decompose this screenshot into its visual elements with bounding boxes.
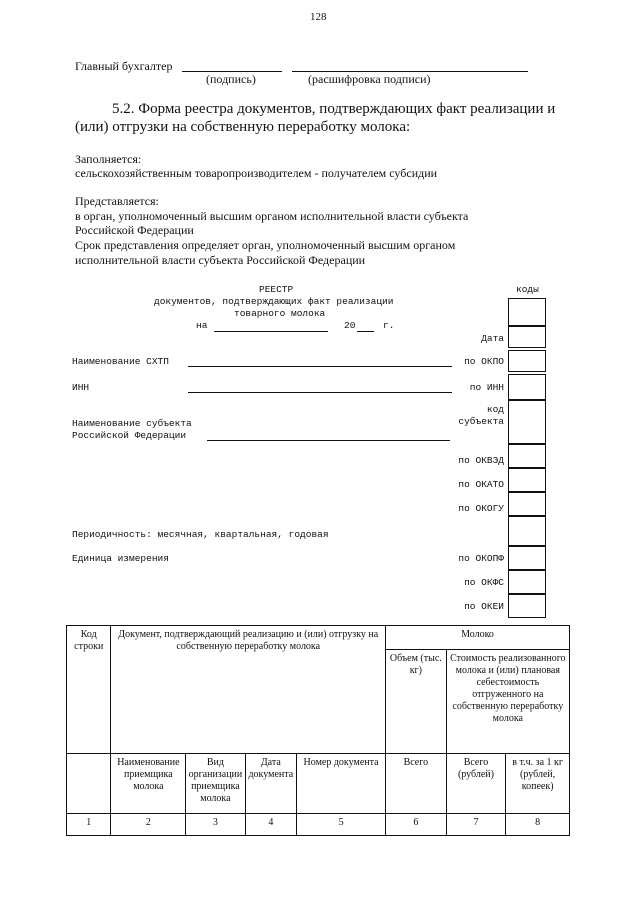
code-box-inn[interactable] [508, 374, 546, 400]
register-table [66, 625, 570, 836]
code-box-okei[interactable] [508, 594, 546, 618]
inn-label: ИНН [72, 382, 90, 393]
okpo-label: по ОКПО [464, 356, 504, 367]
subject-label-line1: Наименование субъекта [72, 418, 192, 429]
okato-label: по ОКАТО [458, 479, 504, 490]
okopf-label: по ОКОПФ [458, 553, 504, 564]
column-number: 2 [111, 814, 186, 836]
page-number: 128 [310, 11, 327, 23]
column-number: 6 [386, 814, 447, 836]
name-field-line[interactable] [188, 366, 452, 367]
inn-field-line[interactable] [188, 392, 452, 393]
header-cost: Стоимость реализованного молока и (или) плановая себестоимость отгруженного на собственную переработку молока [446, 650, 569, 754]
filled-text: сельскохозяйственным товаропроизводителем - получателем субсидии [75, 166, 438, 180]
form-title: РЕЕСТР [259, 284, 294, 295]
subheader-total-rub: Всего (рублей) [446, 754, 506, 814]
column-number: 8 [506, 814, 570, 836]
header-document: Документ, подтверждающий реализацию и (или) отгрузку на собственную переработку молока [111, 626, 386, 754]
codes-header: коды [516, 284, 539, 295]
subject-label-line2: Российской Федерации [72, 430, 187, 441]
date-label: Дата [481, 333, 504, 344]
submitted-line3: Срок представления определяет орган, уполномоченный высшим органом [75, 238, 456, 252]
date-year: 20 [344, 320, 356, 331]
date-prefix: на [196, 320, 208, 331]
submitted-label: Представляется: [75, 194, 159, 208]
code-box-okogu[interactable] [508, 492, 546, 516]
date-field-line[interactable] [214, 331, 328, 332]
okfs-label: по ОКФС [464, 577, 504, 588]
code-box-okopf[interactable] [508, 546, 546, 570]
signature-caption: (подпись) [206, 72, 256, 86]
header-milk: Молоко [386, 626, 570, 650]
section-title-line2: (или) отгрузки на собственную переработку молока: [75, 119, 411, 135]
subject-code-label2: субъекта [458, 416, 504, 427]
column-number: 7 [446, 814, 506, 836]
filled-label: Заполняется: [75, 152, 142, 166]
submitted-line2: Российской Федерации [75, 223, 194, 237]
inn-code-label: по ИНН [469, 382, 504, 393]
okei-label: по ОКЕИ [464, 601, 504, 612]
okogu-label: по ОКОГУ [458, 503, 504, 514]
subheader-total: Всего [386, 754, 447, 814]
date-suffix: г. [383, 320, 395, 331]
column-number: 3 [186, 814, 245, 836]
column-number: 5 [297, 814, 386, 836]
submitted-line1: в орган, уполномоченный высшим органом исполнительной власти субъекта [75, 209, 469, 223]
periodicity-label: Периодичность: месячная, квартальная, годовая [72, 529, 329, 540]
form-title-line3: товарного молока [234, 308, 326, 319]
subheader-receiver: Наименование приемщика молока [111, 754, 186, 814]
code-box-okfs[interactable] [508, 570, 546, 594]
subheader-doc-date: Дата документа [245, 754, 297, 814]
code-box-header[interactable] [508, 298, 546, 326]
code-box-okato[interactable] [508, 468, 546, 492]
subheader-per-kg: в т.ч. за 1 кг (рублей, копеек) [506, 754, 570, 814]
header-volume: Объем (тыс. кг) [386, 650, 447, 754]
column-number: 4 [245, 814, 297, 836]
code-box-date[interactable] [508, 326, 546, 348]
decoding-caption: (расшифровка подписи) [308, 72, 431, 86]
form-title-line2: документов, подтверждающих факт реализации [154, 296, 394, 307]
subject-field-line[interactable] [207, 440, 450, 441]
subheader-doc-number: Номер документа [297, 754, 386, 814]
unit-label: Единица измерения [72, 553, 169, 564]
section-title-line1: 5.2. Форма реестра документов, подтверждающих факт реализации и [112, 101, 556, 117]
name-label: Наименование СХТП [72, 356, 169, 367]
chief-accountant-label: Главный бухгалтер [75, 59, 173, 73]
code-box-okved[interactable] [508, 444, 546, 468]
submitted-line4: исполнительной власти субъекта Российской Федерации [75, 253, 366, 267]
column-number: 1 [67, 814, 111, 836]
code-box-empty[interactable] [508, 516, 546, 546]
header-row-code: Код строки [67, 626, 111, 754]
year-field-line[interactable] [357, 331, 374, 332]
subject-code-label1: код [486, 404, 504, 415]
okved-label: по ОКВЭД [458, 455, 504, 466]
code-box-okpo[interactable] [508, 350, 546, 372]
subheader-org-type: Вид организации приемщика молока [186, 754, 245, 814]
code-box-subject[interactable] [508, 400, 546, 444]
subheader-blank [67, 754, 111, 814]
